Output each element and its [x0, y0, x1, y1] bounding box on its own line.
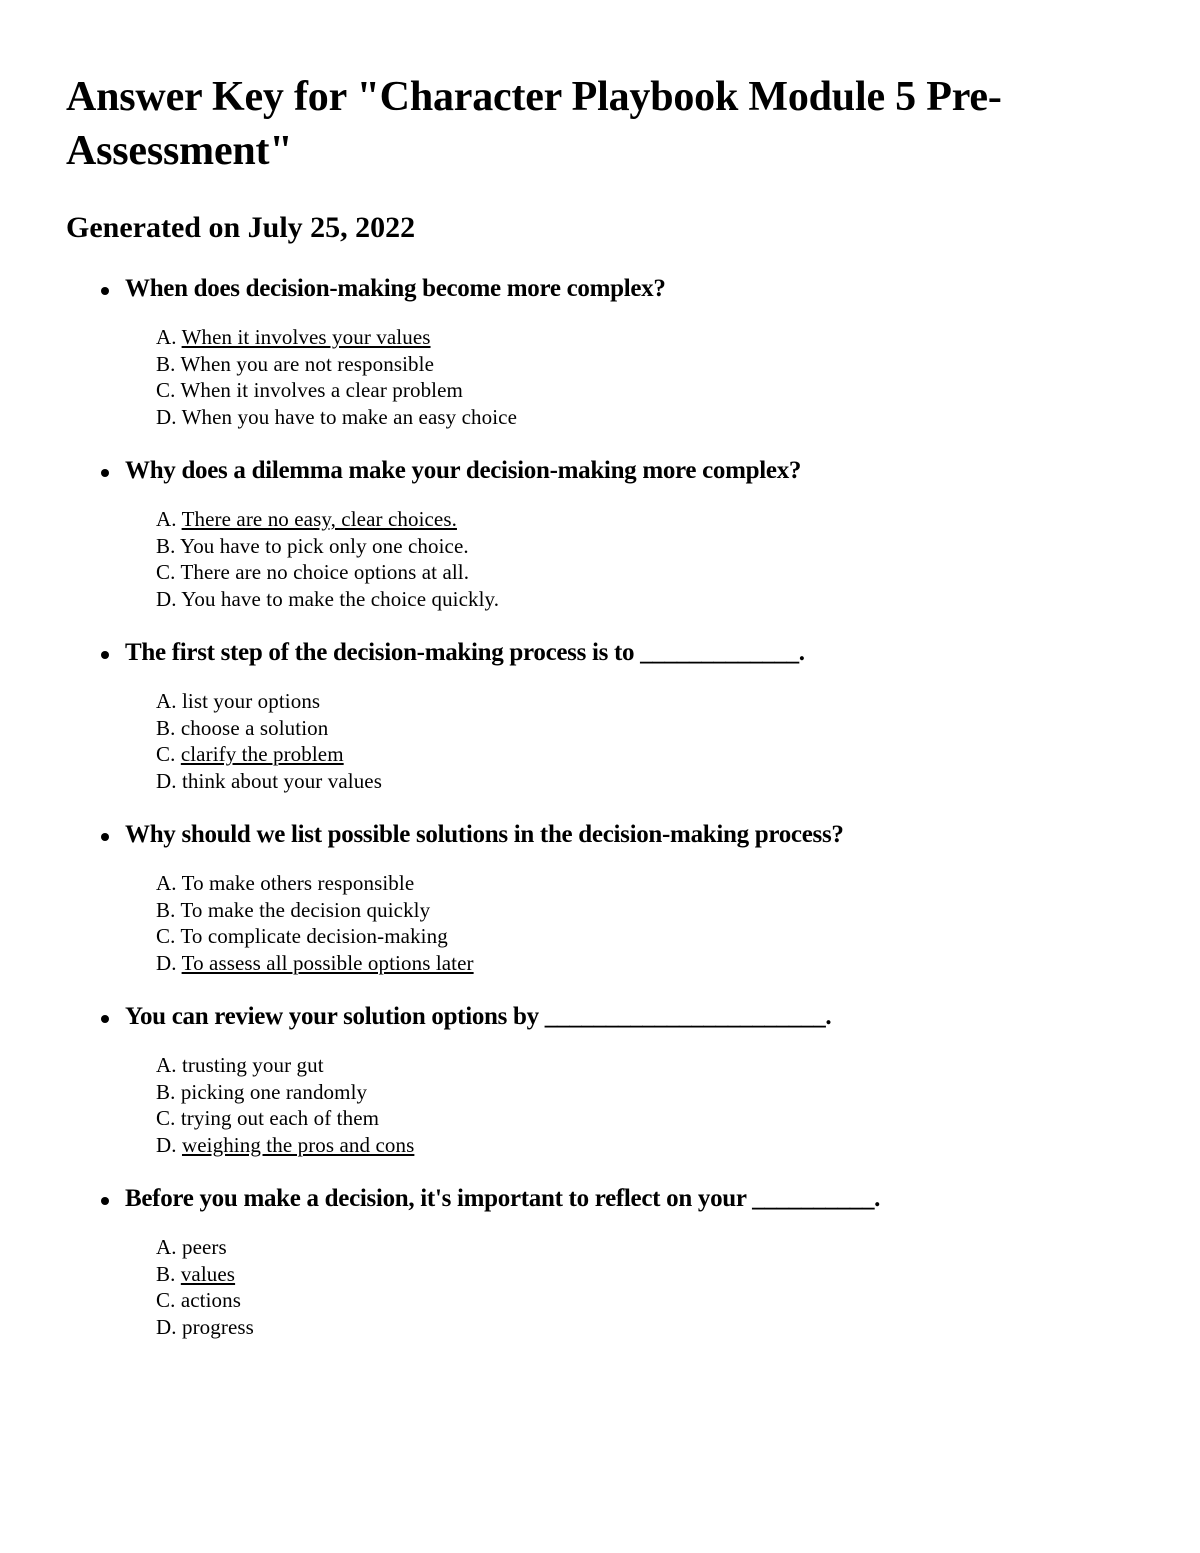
option-letter: D.	[156, 586, 177, 611]
option-text: There are no choice options at all.	[180, 560, 470, 584]
correct-answer-text: When it involves your values	[181, 325, 431, 349]
option-item	[156, 506, 1134, 533]
page-title: Answer Key for "Character Playbook Module 5 Pre-Assessment"	[66, 74, 1002, 174]
option-text: actions	[180, 1288, 242, 1312]
generated-date: Generated on July 25, 2022	[66, 211, 416, 244]
option-text: trying out each of them	[180, 1106, 380, 1130]
option-item	[156, 1132, 1134, 1159]
option-item	[156, 1287, 1134, 1314]
correct-answer-text: clarify the problem	[180, 742, 344, 766]
option-text: To complicate decision-making	[180, 924, 448, 948]
option-item	[156, 715, 1134, 742]
option-letter: B.	[156, 1261, 176, 1286]
option-letter: D.	[156, 1132, 177, 1157]
bullet-icon	[101, 469, 109, 477]
option-letter: C.	[156, 378, 176, 402]
question-item	[66, 1000, 1134, 1158]
question-item	[66, 272, 1134, 430]
bullet-icon	[101, 1197, 109, 1205]
option-item	[156, 404, 1134, 431]
correct-answer-text: values	[180, 1261, 236, 1286]
option-text: think about your values	[181, 768, 382, 793]
option-list	[125, 324, 1134, 430]
option-text: picking one randomly	[180, 1079, 368, 1104]
option-list	[125, 688, 1134, 794]
option-item	[156, 1261, 1134, 1288]
option-letter: A.	[156, 1235, 177, 1259]
option-letter: C.	[156, 1288, 176, 1312]
option-item	[156, 1052, 1134, 1079]
option-letter: B.	[156, 533, 176, 558]
option-text: list your options	[181, 689, 321, 713]
question-text: Why does a dilemma make your decision-making more complex?	[125, 457, 802, 484]
option-list	[125, 506, 1134, 612]
option-letter: A.	[156, 1053, 177, 1077]
option-item	[156, 870, 1134, 897]
question-item	[66, 636, 1134, 794]
question-item	[66, 1182, 1134, 1340]
question-text: The first step of the decision-making process is to _____________.	[125, 639, 805, 666]
option-list	[125, 1052, 1134, 1158]
option-item	[156, 559, 1134, 586]
question-list	[66, 272, 1134, 1340]
option-letter: A.	[156, 689, 177, 713]
option-item	[156, 586, 1134, 613]
option-item	[156, 897, 1134, 924]
option-letter: C.	[156, 1106, 176, 1130]
option-list	[125, 1234, 1134, 1340]
option-letter: B.	[156, 897, 176, 922]
bullet-icon	[101, 651, 109, 659]
option-letter: C.	[156, 560, 176, 584]
option-text: When you have to make an easy choice	[181, 404, 517, 429]
option-text: When it involves a clear problem	[180, 378, 463, 402]
option-item	[156, 1079, 1134, 1106]
question-text: You can review your solution options by _______________________.	[125, 1003, 832, 1030]
option-text: You have to pick only one choice.	[180, 533, 469, 558]
option-letter: B.	[156, 351, 176, 376]
option-text: To make the decision quickly	[180, 897, 431, 922]
question-text: Why should we list possible solutions in the decision-making process?	[125, 821, 844, 848]
option-item	[156, 324, 1134, 351]
bullet-icon	[101, 287, 109, 295]
option-letter: C.	[156, 742, 176, 766]
option-letter: A.	[156, 325, 177, 349]
question-text: When does decision-making become more complex?	[125, 275, 666, 302]
option-text: trusting your gut	[181, 1053, 324, 1077]
option-item	[156, 1314, 1134, 1341]
option-item	[156, 533, 1134, 560]
option-letter: D.	[156, 404, 177, 429]
question-text: Before you make a decision, it's important to reflect on your __________.	[125, 1185, 881, 1212]
question-item	[66, 454, 1134, 612]
option-letter: D.	[156, 1314, 177, 1339]
option-item	[156, 950, 1134, 977]
option-text: When you are not responsible	[180, 351, 435, 376]
option-letter: D.	[156, 768, 177, 793]
option-letter: D.	[156, 950, 177, 975]
option-letter: B.	[156, 715, 176, 740]
option-text: progress	[181, 1314, 254, 1339]
option-text: choose a solution	[180, 715, 329, 740]
correct-answer-text: There are no easy, clear choices.	[181, 507, 457, 531]
correct-answer-text: To assess all possible options later	[181, 950, 474, 975]
option-letter: A.	[156, 871, 177, 895]
option-item	[156, 923, 1134, 950]
option-text: To make others responsible	[181, 871, 415, 895]
option-item	[156, 741, 1134, 768]
option-item	[156, 1234, 1134, 1261]
question-item	[66, 818, 1134, 976]
option-item	[156, 351, 1134, 378]
bullet-icon	[101, 1015, 109, 1023]
correct-answer-text: weighing the pros and cons	[181, 1132, 415, 1157]
option-letter: C.	[156, 924, 176, 948]
option-text: You have to make the choice quickly.	[181, 586, 500, 611]
option-item	[156, 1105, 1134, 1132]
option-item	[156, 377, 1134, 404]
bullet-icon	[101, 833, 109, 841]
option-letter: B.	[156, 1079, 176, 1104]
option-item	[156, 768, 1134, 795]
option-item	[156, 688, 1134, 715]
option-text: peers	[181, 1235, 227, 1259]
option-list	[125, 870, 1134, 976]
option-letter: A.	[156, 507, 177, 531]
